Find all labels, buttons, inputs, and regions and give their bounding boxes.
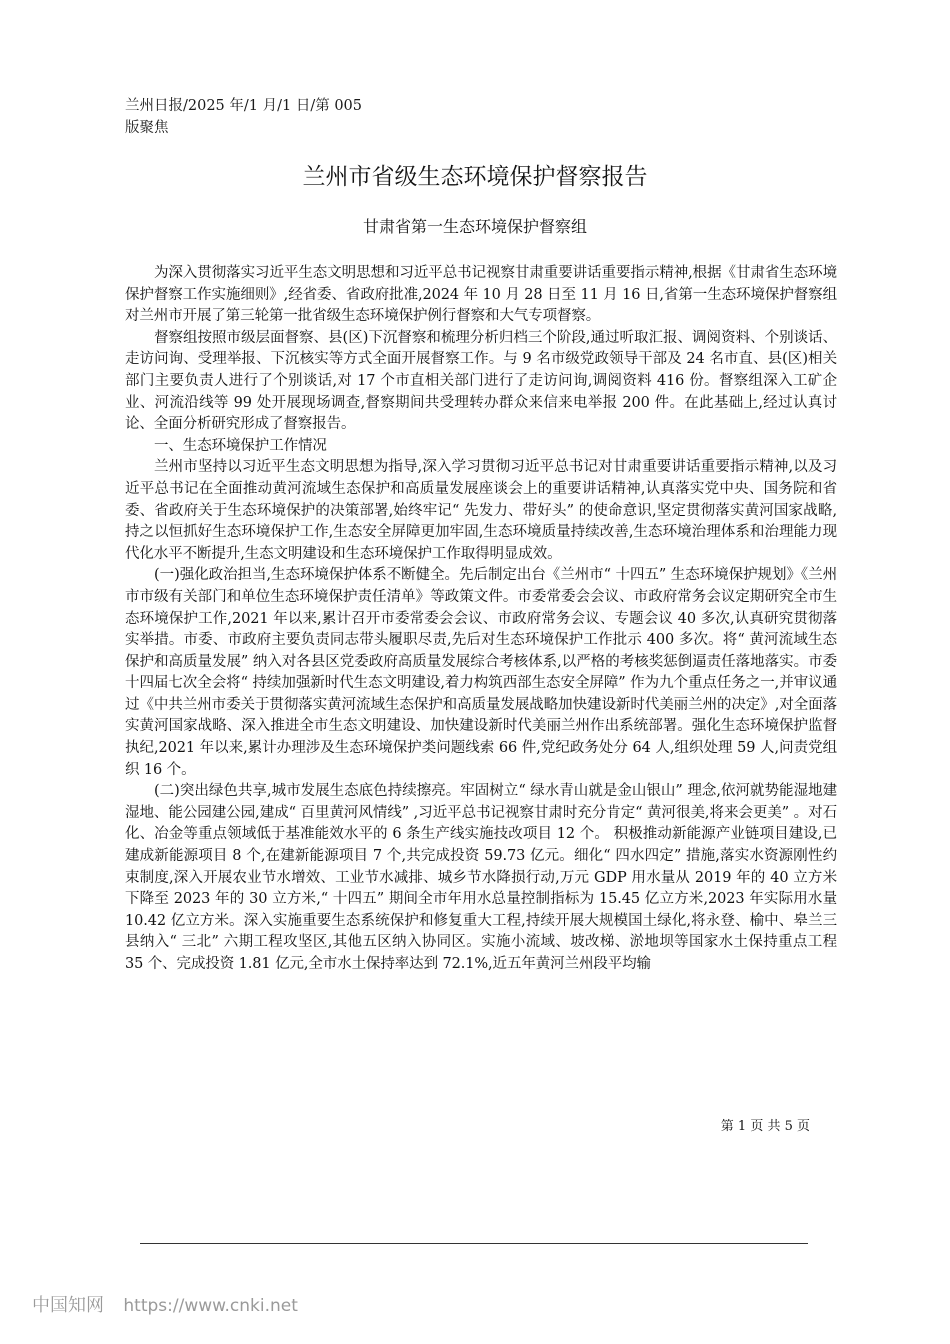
- document-title: 兰州市省级生态环境保护督察报告: [302, 164, 648, 190]
- paragraph: 为深入贯彻落实习近平生态文明思想和习近平总书记视察甘肃重要讲话重要指示精神,根据《甘肃省生态环境保护督察工作实施细则》,经省委、省政府批准,2024 年 10 月 28 日至 11 月 16 日,省第一生态环境保护督察组对兰州市开展了第三轮第一批省级生态环境保护例行督察和大气专项督察。: [125, 265, 837, 325]
- source-info: [125, 95, 385, 139]
- watermark-url: https://www.cnki.net: [123, 1296, 298, 1316]
- paragraph: (二)突出绿色共享,城市发展生态底色持续擦亮。牢固树立“ 绿水青山就是金山银山” 理念,依河就势能湿地建湿地、能公园建公园,建成“ 百里黄河风情线” ,习近平总书记视察甘肃时充分肯定“ 黄河很美,将来会更美” 。对石化、冶金等重点领域低于基准能效水平的 6 条生产线实施技改项目 12 个。 积极推动新能源产业链项目建设,已建成新能源项目 8 个,在建新能源项目 7 个,共完成投资 59.73 亿元。细化“ 四水四定” 措施,落实水资源刚性约束制度,深入开展农业节水增效、工业节水减排、城乡节水降损行动,万元 GDP 用水量从 2019 年的 40 立方米下降至 2023 年的 30 立方米,“ 十四五” 期间全市年用水总量控制指标为 15.45 亿立方米,2023 年实际用水量 10.42 亿立方米。深入实施重要生态系统保护和修复重大工程,持续开展大规模国土绿化,将永登、榆中、皋兰三县纳入“ 三北” 六期工程攻坚区,其他五区纳入协同区。实施小流域、坡改梯、淤地坝等国家水土保持重点工程 35 个、完成投资 1.81 亿元,全市水土保持率达到 72.1%,近五年黄河兰州段平均输: [125, 783, 837, 972]
- source-line-2: 版聚焦: [125, 120, 169, 136]
- footer-divider: [140, 1243, 808, 1244]
- section-heading: 一、生态环境保护工作情况: [154, 437, 327, 454]
- watermark: [32, 1292, 298, 1320]
- page-number: 第 1 页 共 5 页: [720, 1119, 810, 1134]
- paragraph: 兰州市坚持以习近平生态文明思想为指导,深入学习贯彻习近平总书记对甘肃重要讲话重要指示精神,以及习近平总书记在全面推动黄河流域生态保护和高质量发展座谈会上的重要讲话精神,认真落实党中央、国务院和省委、省政府关于生态环境保护的决策部署,始终牢记“ 先发力、带好头” 的使命意识,坚定贯彻落实黄河国家战略,持之以恒抓好生态环境保护工作,生态安全屏障更加牢固,生态环境质量持续改善,生态环境治理体系和治理能力现代化水平不断提升,生态文明建设和生态环境保护工作取得明显成效。: [125, 459, 837, 562]
- document-body: [125, 263, 837, 1093]
- watermark-brand: 中国知网: [32, 1295, 104, 1316]
- paragraph: (一)强化政治担当,生态环境保护体系不断健全。先后制定出台《兰州市“ 十四五” 生态环境保护规划》《兰州市市级有关部门和单位生态环境保护责任清单》等政策文件。市委常委会会议、市政府常务会议定期研究全市生态环境保护工作,2021 年以来,累计召开市委常委会会议、市政府常务会议、专题会议 40 多次,认真研究贯彻落实举措。市委、市政府主要负责同志带头履职尽责,先后对生态环境保护工作批示 400 多次。将“ 黄河流域生态保护和高质量发展” 纳入对各县区党委政府高质量发展综合考核体系,以严格的考核奖惩倒逼责任落地落实。市委十四届七次全会将“ 持续加强新时代生态文明建设,着力构筑西部生态安全屏障” 作为九个重点任务之一,并审议通过《中共兰州市委关于贯彻落实黄河流域生态保护和高质量发展战略加快建设新时代美丽兰州的决定》,对全面落实黄河国家战略、深入推进全市生态文明建设、加快建设新时代美丽兰州作出系统部署。强化生态环境保护监督执纪,2021 年以来,累计办理涉及生态环境保护类问题线索 66 件,党纪政务处分 64 人,组织处理 59 人,问责党组织 16 个。: [125, 567, 837, 778]
- source-line-1: 兰州日报/2025 年/1 月/1 日/第 005: [125, 98, 363, 114]
- document-author: 甘肃省第一生态环境保护督察组: [362, 217, 587, 236]
- paragraph: 督察组按照市级层面督察、县(区)下沉督察和梳理分析归档三个阶段,通过听取汇报、调阅资料、个别谈话、走访问询、受理举报、下沉核实等方式全面开展督察工作。与 9 名市级党政领导干部及 24 名市直、县(区)相关部门主要负责人进行了个别谈话,对 17 个市直相关部门进行了走访问询,调阅资料 416 份。督察组深入工矿企业、河流沿线等 99 处开展现场调查,督察期间共受理转办群众来信来电举报 200 件。在此基础上,经过认真讨论、全面分析研究形成了督察报告。: [125, 329, 837, 433]
